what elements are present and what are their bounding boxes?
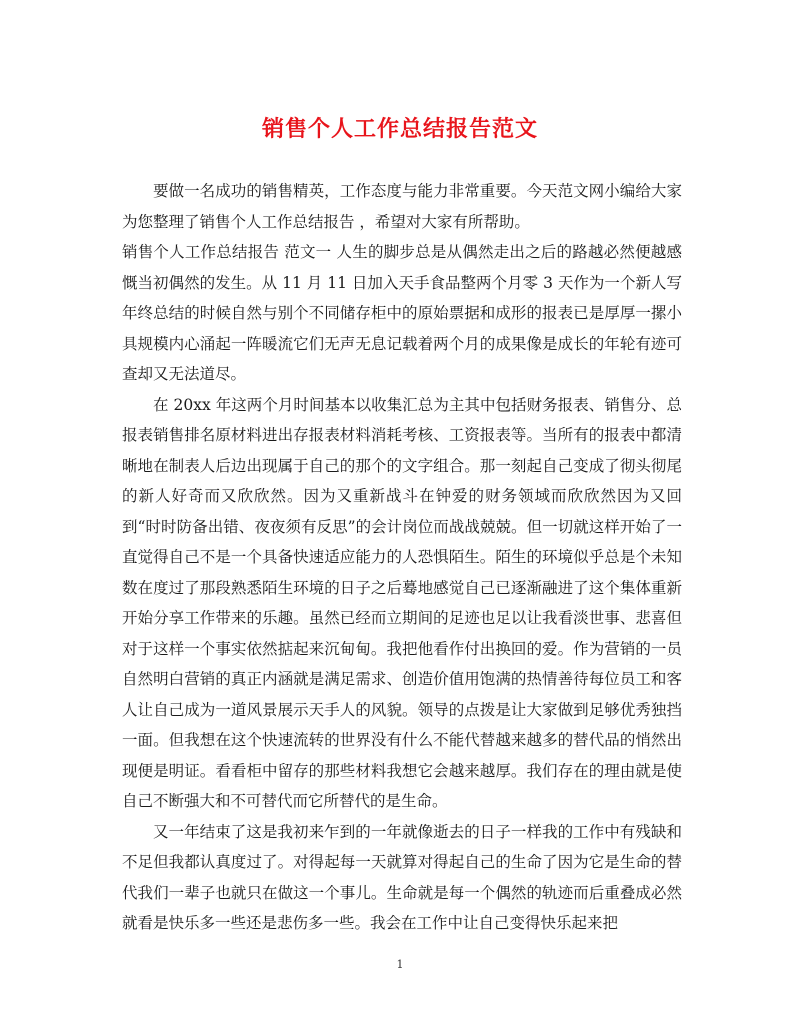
paragraph-intro: 要做一名成功的销售精英，工作态度与能力非常重要。今天范文网小编给大家为您整理了销售个人工作总结报告 ，希望对大家有所帮助。 — [122, 182, 682, 231]
page-number: 1 — [396, 958, 404, 971]
document-body — [122, 176, 682, 939]
paragraph-year-end: 又一年结束了这是我初来乍到的一年就像逝去的日子一样我的工作中有残缺和不足但我都认真度过了。对得起每一天就算对得起自己的生命了因为它是生命的替代我们一辈子也就只在做这一个事儿。生命就是每一个偶然的轨迹而后重叠成必然就看是快乐多一些还是悲伤多一些。我会在工作中让自己变得快乐起来把 — [122, 822, 682, 932]
paragraph-section-one: 销售个人工作总结报告 范文一 人生的脚步总是从偶然走出之后的路越必然便越感慨当初偶然的发生。从 11 月 11 日加入天手食品整两个月零 3 天作为一个新人写年终总结的时候自然与别个不同储存柜中的原始票据和成形的报表已是厚厚一摞小具规模内心涌起一阵暖流它们无声无息记载着两个月的成果像是成长的年轮有迹可查却又无法道尽。 — [122, 243, 682, 383]
document-title: 销售个人工作总结报告范文 — [261, 117, 538, 142]
paragraph-work-summary: 在 20xx 年这两个月时间基本以收集汇总为主其中包括财务报表、销售分、总报表销售排名原材料进出存报表材料消耗考核、工资报表等。当所有的报表中都清晰地在制表人后边出现属于自己的那个的文字组合。那一刻起自己变成了彻头彻尾的新人好奇而又欣欣然。因为又重新战斗在钟爱的财务领域而欣欣然因为又回到“时时防备出错、夜夜须有反思”的会计岗位而战战兢兢。但一切就这样开始了一直觉得自己不是一个具备快速适应能力的人恐惧陌生。陌生的环境似乎总是个未知数在度过了那段熟悉陌生环境的日子之后蓦地感觉自己已逐渐融进了这个集体重新开始分享工作带来的乐趣。虽然已经而立期间的足迹也足以让我看淡世事、悲喜但对于这样一个事实依然掂起来沉甸甸。我把他看作付出换回的爱。作为营销的一员自然明白营销的真正内涵就是满足需求、创造价值用饱满的热情善待每位员工和客人让自己成为一道风景展示天手人的风貌。领导的点拨是让大家做到足够优秀独挡一面。但我想在这个快速流转的世界没有什么不能代替越来越多的替代品的悄然出现便是明证。看看柜中留存的那些材料我想它会越来越厚。我们存在的理由就是使自己不断强大和不可替代而它所替代的是生命。 — [122, 395, 682, 810]
